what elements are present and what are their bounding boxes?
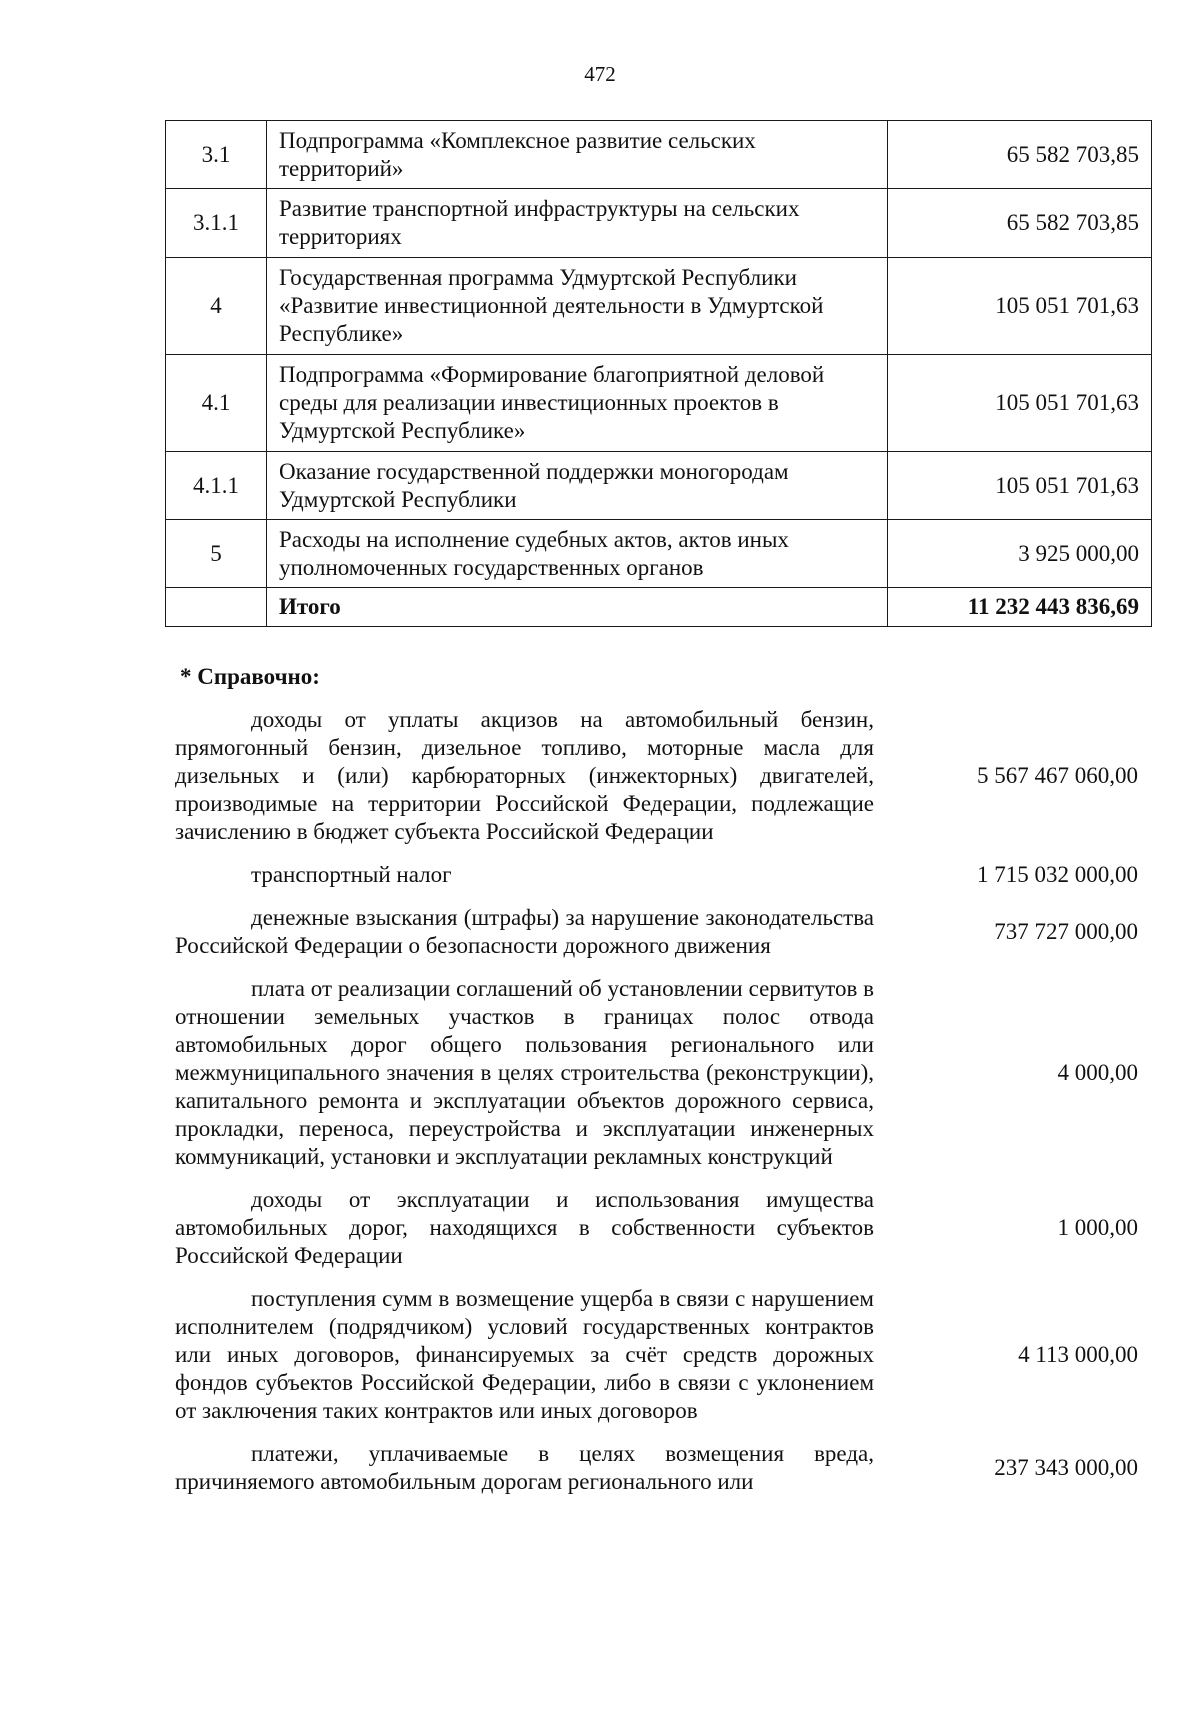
row-name: Государственная программа Удмуртской Республики «Развитие инвестиционной деятельности в Удмуртской Республике»: [267, 258, 888, 355]
row-name: Расходы на исполнение судебных актов, актов иных уполномоченных государственных органов: [267, 520, 888, 588]
reference-item: [175, 1440, 1152, 1496]
total-label: Итого: [267, 588, 888, 627]
row-name: Подпрограмма «Комплексное развитие сельских территорий»: [267, 121, 888, 189]
row-name: Развитие транспортной инфраструктуры на сельских территориях: [267, 189, 888, 258]
reference-item-amount: 4 000,00: [1057, 1060, 1138, 1085]
table-row: [166, 189, 1152, 258]
reference-item-text: денежные взыскания (штрафы) за нарушение законодательства Российской Федерации о безопасности дорожного движения: [175, 905, 874, 958]
total-amount: 11 232 443 836,69: [888, 588, 1152, 627]
row-number: 3.1: [166, 121, 267, 189]
reference-item-amount: 237 343 000,00: [994, 1455, 1138, 1480]
row-amount: 65 582 703,85: [888, 189, 1152, 258]
table-row: [166, 355, 1152, 452]
reference-item: [175, 861, 1152, 889]
table-row: [166, 452, 1152, 520]
table-row: [166, 520, 1152, 588]
budget-table: [165, 120, 1152, 627]
row-number: 4.1: [166, 355, 267, 452]
row-number: 4.1.1: [166, 452, 267, 520]
reference-item-text: поступления сумм в возмещение ущерба в связи с нарушением исполнителем (подрядчиком) условий государственных контрактов или иных договоров, финансируемых за счёт средств дорожных фондов субъектов Российской Федерации, либо в связи с уклонением от заключения таких контрактов или иных договоров: [175, 1286, 874, 1423]
row-amount: 65 582 703,85: [888, 121, 1152, 189]
row-amount: 105 051 701,63: [888, 355, 1152, 452]
row-name: Оказание государственной поддержки моногородам Удмуртской Республики: [267, 452, 888, 520]
reference-item-amount: 737 727 000,00: [994, 919, 1138, 944]
reference-item: [175, 1285, 1152, 1425]
reference-item: [175, 706, 1152, 846]
total-row: [166, 588, 1152, 627]
reference-item-amount: 1 715 032 000,00: [977, 862, 1138, 887]
reference-item: [175, 904, 1152, 960]
row-name: Подпрограмма «Формирование благоприятной деловой среды для реализации инвестиционных проектов в Удмуртской Республике»: [267, 355, 888, 452]
table-row: [166, 121, 1152, 189]
row-amount: 105 051 701,63: [888, 258, 1152, 355]
table-row: [166, 258, 1152, 355]
reference-item-text: транспортный налог: [251, 862, 452, 887]
page-number: 472: [584, 62, 616, 86]
reference-item-text: платежи, уплачиваемые в целях возмещения вреда, причиняемого автомобильным дорогам регионального или: [175, 1441, 874, 1494]
row-number: 4: [166, 258, 267, 355]
row-number: 5: [166, 520, 267, 588]
reference-item-amount: 4 113 000,00: [1018, 1342, 1138, 1367]
row-amount: 3 925 000,00: [888, 520, 1152, 588]
reference-item-text: доходы от эксплуатации и использования имущества автомобильных дорог, находящихся в собственности субъектов Российской Федерации: [175, 1187, 874, 1268]
reference-item-amount: 5 567 467 060,00: [977, 763, 1138, 788]
row-number: 3.1.1: [166, 189, 267, 258]
reference-item-amount: 1 000,00: [1057, 1215, 1138, 1240]
reference-item-text: плата от реализации соглашений об установлении сервитутов в отношении земельных участков в границах полос отвода автомобильных дорог общего пользования регионального или межмуниципального значения в целях строительства (реконструкции), капитального ремонта и эксплуатации объектов дорожного сервиса, прокладки, переноса, переустройства и эксплуатации инженерных коммуникаций, установки и эксплуатации рекламных конструкций: [175, 976, 874, 1169]
reference-title: * Справочно:: [180, 664, 320, 689]
total-number-cell: [166, 588, 267, 627]
reference-item: [175, 975, 1152, 1171]
reference-item: [175, 1186, 1152, 1270]
reference-item-text: доходы от уплаты акцизов на автомобильный бензин, прямогонный бензин, дизельное топливо, моторные масла для дизельных и (или) карбюраторных (инжекторных) двигателей, производимые на территории Российской Федерации, подлежащие зачислению в бюджет субъекта Российской Федерации: [175, 707, 874, 844]
row-amount: 105 051 701,63: [888, 452, 1152, 520]
reference-list: [175, 706, 1152, 1511]
